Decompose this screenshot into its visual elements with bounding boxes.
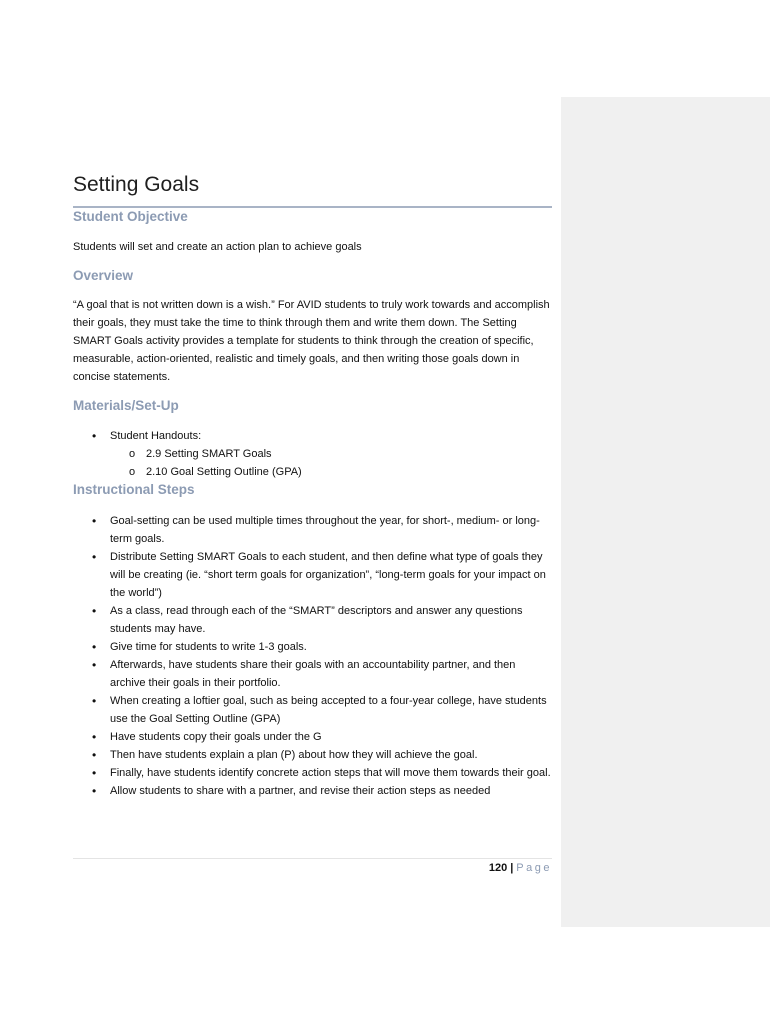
materials-sub-item: o 2.9 Setting SMART Goals (110, 445, 302, 463)
heading-instructional-steps: Instructional Steps (73, 482, 195, 497)
page-footer (489, 862, 552, 874)
step-item: • Goal-setting can be used multiple times throughout the year, for short-, medium- or long-term goals. (92, 512, 552, 548)
step-item: • Then have students explain a plan (P) about how they will achieve the goal. (92, 746, 552, 764)
steps-list (92, 512, 552, 800)
title-underline (73, 206, 552, 208)
heading-materials: Materials/Set-Up (73, 398, 179, 413)
step-item: • Allow students to share with a partner, and revise their action steps as needed (92, 782, 552, 800)
step-item: • Have students copy their goals under the G (92, 728, 552, 746)
materials-bullet: • Student Handouts: (92, 427, 552, 445)
heading-student-objective: Student Objective (73, 209, 188, 224)
heading-overview: Overview (73, 268, 134, 283)
step-item: • As a class, read through each of the “SMART” descriptors and answer any questions students may have. (92, 602, 552, 638)
page-number: 120 (488, 862, 508, 874)
step-item: • When creating a loftier goal, such as being accepted to a four-year college, have students use the Goal Setting Outline (GPA) (92, 692, 552, 728)
materials-sub-item: o 2.10 Goal Setting Outline (GPA) (110, 463, 302, 481)
step-item: • Finally, have students identify concrete action steps that will move them towards their goal. (92, 764, 552, 782)
footer-divider (73, 858, 552, 859)
step-item: • Afterwards, have students share their goals with an accountability partner, and then archive their goals in their portfolio. (92, 656, 552, 692)
overview-text: “A goal that is not written down is a wish.” For AVID students to truly work towards and accomplish their goals, they must take the time to think through them and write them down. The Setting SMART Goals activity provides a template for students to think through the creation of specific, measurable, action-oriented, realistic and timely goals, and then writing those goals down in concise statements. (73, 299, 550, 383)
footer-separator: | (510, 862, 514, 874)
step-item: • Distribute Setting SMART Goals to each student, and then define what type of goals they will be creating (ie. “short term goals for organization”, “long-term goals for your impact on the world”) (92, 548, 552, 602)
comment-pane (561, 97, 770, 927)
materials-sub-list (110, 445, 302, 481)
page-label: Page (516, 862, 552, 874)
page-title: Setting Goals (73, 173, 200, 196)
materials-list (92, 427, 552, 445)
objective-text: Students will set and create an action plan to achieve goals (73, 241, 362, 253)
step-item: • Give time for students to write 1-3 goals. (92, 638, 552, 656)
